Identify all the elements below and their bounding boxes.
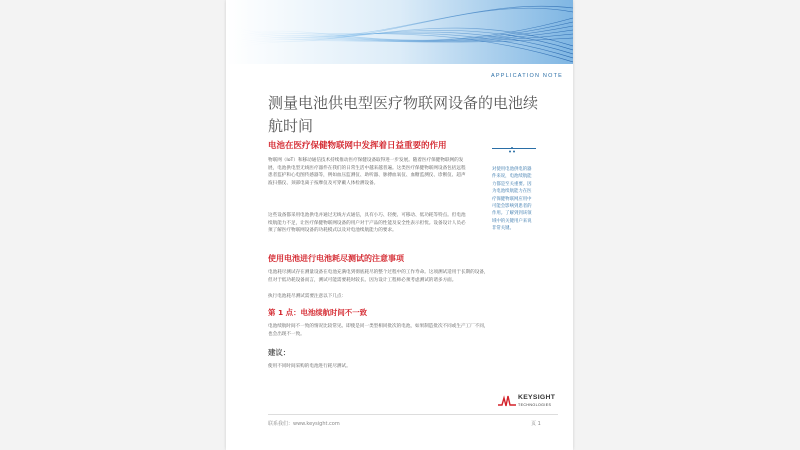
paragraph-point-1: 电池续航时间不一致的情况比较常见。即使是同一类型相同批次的电池，如果制造批次不同或生产工厂不同，也会出现不一致。	[268, 324, 489, 337]
sidebar-divider	[492, 148, 536, 149]
footer-contact: 联系我们：www.keysight.com	[268, 421, 340, 427]
paragraph-drain-test: 电池耗尽测试存在测量设备在电池充满电到彻底耗尽的整个过程中的工作寿命。这项测试适用于长期的设备，但对于低功耗设备而言，测试可能需要耗时较长。因为设计工程师必须考虑测试的诸多方面。	[268, 270, 489, 283]
document-page	[226, 0, 573, 450]
paragraph-iot-intro: 物联网（IoT）和移动通信技术持续推动医疗保健设备取得进一步发展。随着医疗保健物联网的发展，电池供电型无线医疗器件在我们的日常生活中越来越普遍。这类医疗保健物联网设备包括远程患者监护和心电图传感器等，例如血压监测仪、助听器、脉搏血氧仪、血糖监测仪、诊断仪、超声波扫描仪、颈部电离子按摩仪及可穿戴人体检测设备。	[268, 158, 466, 186]
suggestion-heading: 建议：	[268, 348, 291, 357]
page-number: 页 1	[531, 421, 541, 427]
paragraph-notes-intro: 执行电池耗尽测试需要注意以下几点：	[268, 294, 347, 299]
paragraph-device-features: 这些设备都采用电池供电并通过无线方式通信，具有小巧、轻便、可移动、低功耗等特点。但电池续航能力不足，让医疗保健物联网设备的用户对于产品的性能及安全性表示担忧。设备设计人员必须了解医疗物联网设备的功耗模式以及对电池续航能力的要求。	[268, 213, 466, 234]
page-title: 测量电池供电型医疗物联网设备的电池续航时间	[268, 94, 539, 135]
keysight-wave-icon	[498, 395, 516, 407]
paragraph-suggestion: 使用不同时间采购的电池进行耗尽测试。	[268, 364, 351, 369]
hero-banner	[226, 0, 573, 78]
sidebar-callout: 对使用电池供电的器件来说，电池续航能力都是至关重要。因为电池续航能力在医疗保健物联网应用中可能会影响到患者的作用。了解到到该领域中的关键用户来说非常关键。	[492, 167, 532, 232]
section-heading-drain-test: 使用电池进行电池耗尽测试的注意事项	[268, 254, 404, 263]
footer-divider	[268, 414, 558, 415]
application-note-label: APPLICATION NOTE	[491, 73, 563, 79]
point-1-heading: 第 1 点：电池续航时间不一致	[268, 308, 367, 317]
logo-wordmark: KEYSIGHT	[518, 394, 556, 401]
wave-graphic	[226, 0, 573, 78]
section-heading-battery-role: 电池在医疗保健物联网中发挥着日益重要的作用	[268, 141, 447, 151]
sidebar-decoration-icon	[508, 139, 516, 147]
logo-subtitle: TECHNOLOGIES	[518, 403, 552, 407]
